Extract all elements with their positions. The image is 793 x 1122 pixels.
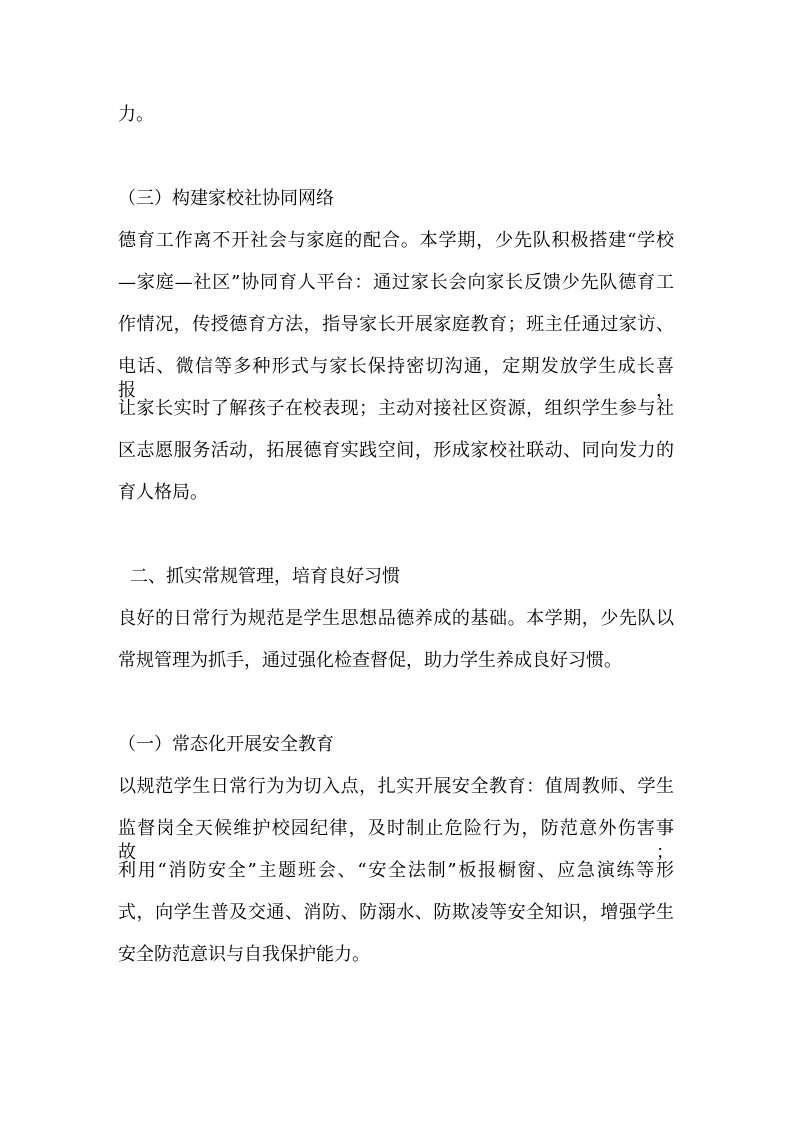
body-line: 育人格局。	[118, 482, 208, 503]
body-line: 式，向学生普及交通、消防、防溺水、防欺凌等安全知识，增强学生	[118, 902, 674, 923]
section-heading-3: （三）构建家校社协同网络	[118, 188, 334, 209]
body-line: 作情况，传授德育方法，指导家长开展家庭教育；班主任通过家访、	[118, 314, 674, 335]
body-line: —家庭—社区”协同育人平台：通过家长会向家长反馈少先队德育工	[118, 272, 674, 293]
body-line: 安全防范意识与自我保护能力。	[118, 944, 370, 965]
body-line: 区志愿服务活动，拓展德育实践空间，形成家校社联动、同向发力的	[118, 440, 674, 461]
body-line: 利用“消防安全”主题班会、“安全法制”板报橱窗、应急演练等形	[118, 860, 674, 881]
paragraph-continuation: 力。	[118, 104, 154, 125]
body-line: 良好的日常行为规范是学生思想品德养成的基础。本学期，少先队以	[118, 608, 674, 629]
chapter-heading-2: 二、抓实常规管理，培育良好习惯	[130, 566, 400, 587]
body-line: 让家长实时了解孩子在校表现；主动对接社区资源，组织学生参与社	[118, 398, 674, 419]
body-line: 以规范学生日常行为为切入点，扎实开展安全教育：值周教师、学生	[118, 776, 674, 797]
body-line: 监督岗全天候维护校园纪律，及时制止危险行为，防范意外伤害事故；	[118, 818, 674, 863]
body-line: 电话、微信等多种形式与家长保持密切沟通，定期发放学生成长喜报，	[118, 356, 674, 401]
body-line: 常规管理为抓手，通过强化检查督促，助力学生养成良好习惯。	[118, 650, 622, 671]
section-heading-1: （一）常态化开展安全教育	[118, 734, 334, 755]
body-line: 德育工作离不开社会与家庭的配合。本学期，少先队积极搭建“学校	[118, 230, 674, 251]
